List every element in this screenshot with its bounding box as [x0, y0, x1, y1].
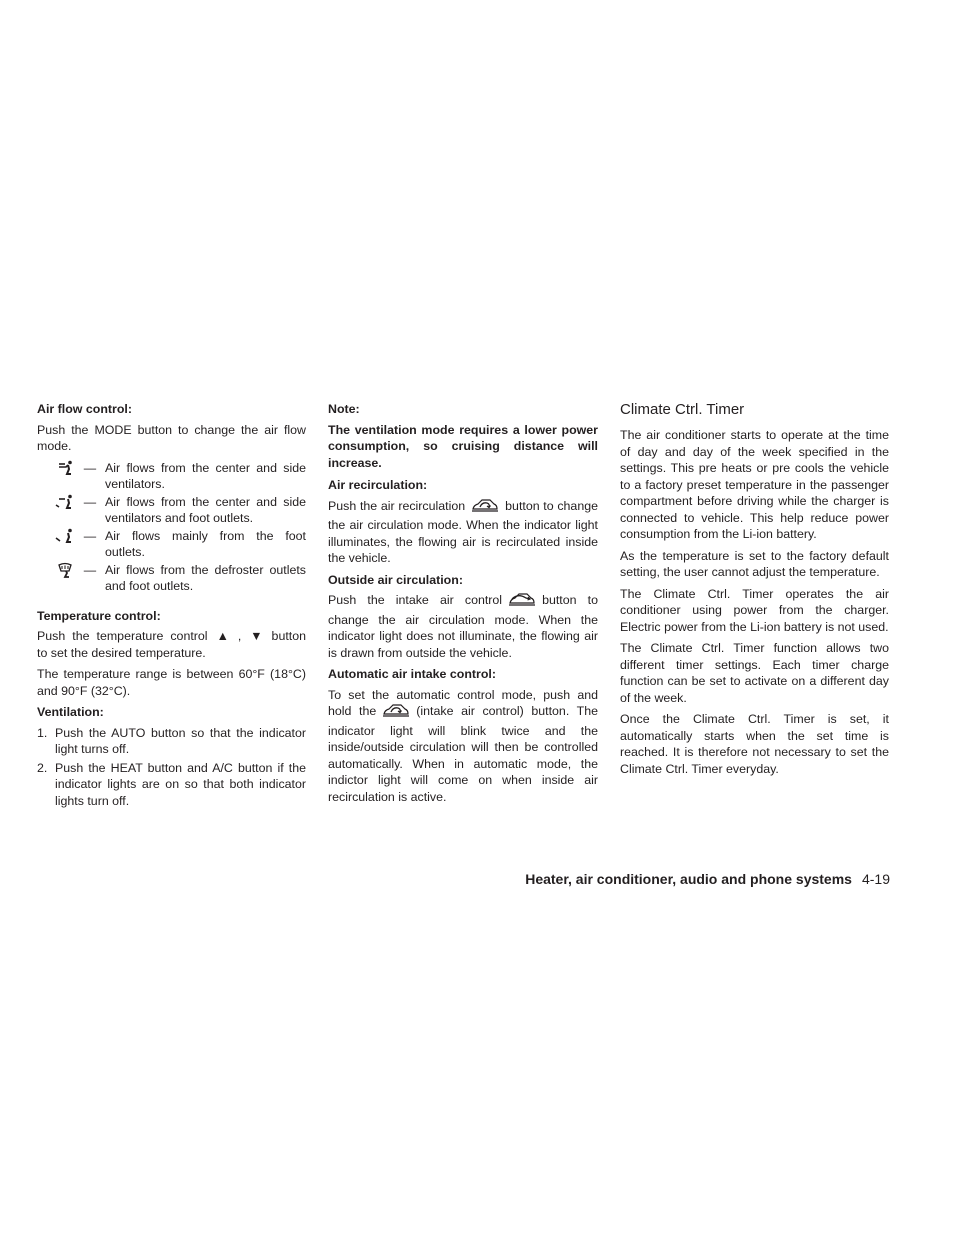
- left-column: [37, 401, 306, 811]
- dash: —: [83, 460, 97, 475]
- temperature-text-end: button to set the desired temperature.: [37, 629, 306, 660]
- note-body: The ventilation mode requires a lower power consumption, so cruising distance will increase.: [328, 422, 598, 470]
- recirculation-icon: [471, 498, 499, 518]
- defrost-foot-mode-icon: [37, 562, 75, 579]
- ventilation-heading: Ventilation:: [37, 705, 104, 719]
- right-column: [620, 401, 889, 782]
- timer-paragraph: Once the Climate Ctrl. Timer is set, it automatically starts when the set time is reached. It is therefore not necessary to set the Climate Ctrl. Timer everyday.: [620, 712, 889, 776]
- recirc-text-start: Push the air recirculation: [328, 498, 466, 513]
- outside-text-start: Push the intake air control: [328, 593, 503, 607]
- auto-intake-heading: Automatic air intake control:: [328, 667, 496, 681]
- temperature-range: The temperature range is between 60°F (18°C) and 90°F (32°C).: [37, 667, 306, 698]
- temperature-heading: Temperature control:: [37, 608, 161, 623]
- recirc-text: [328, 498, 598, 567]
- middle-column: [328, 401, 598, 810]
- step-text: Push the HEAT button and A/C button if the indicator lights are on so that both indicator lights turn off.: [55, 760, 306, 808]
- temperature-instructions: [37, 628, 306, 661]
- timer-paragraph: As the temperature is set to the factory default setting, the user cannot adjust the temperature.: [620, 548, 889, 579]
- note-heading: Note:: [328, 402, 360, 416]
- down-arrow-icon: ▼: [250, 629, 263, 643]
- up-arrow-icon: ▲: [216, 629, 229, 643]
- step-number: 2.: [37, 760, 48, 775]
- temperature-text-start: Push the temperature control: [37, 629, 208, 643]
- dash: —: [83, 494, 97, 509]
- footer-chapter-title: Heater, air conditioner, audio and phone systems: [525, 871, 852, 887]
- airflow-intro: Push the MODE button to change the air flow mode.: [37, 422, 306, 453]
- fresh-air-icon: [508, 592, 536, 612]
- bilevel-mode-icon: [37, 494, 75, 511]
- list-item: [37, 725, 306, 758]
- auto-intake-text-start: To set the automatic control mode, push and hold the: [328, 687, 598, 718]
- recirc-heading: Air recirculation:: [328, 478, 428, 492]
- mode-text-vent: Air flows from the center and side ventilators.: [105, 460, 306, 491]
- mode-text-bilevel: Air flows from the center and side ventilators and foot outlets.: [105, 494, 306, 525]
- foot-mode-icon: [37, 528, 75, 545]
- airflow-heading: Air flow control:: [37, 402, 132, 416]
- auto-intake-text: [328, 687, 598, 806]
- dash: —: [83, 562, 97, 577]
- timer-paragraph: The air conditioner starts to operate at the time of day and day of the week specified in the settings. This pre heats or pre cools the vehicle to a factory preset temperature in the passenger compartment before driving while the charger is connected to vehicle. This help reduce power consumption from the Li-ion battery.: [620, 428, 889, 541]
- outside-text-end: button to change the air circulation mode. When the indicator light does not illuminate, the flowing air is drawn from outside the vehicle.: [328, 593, 598, 660]
- outside-heading: Outside air circulation:: [328, 572, 463, 587]
- mode-text-defrost-foot: Air flows from the defroster outlets and foot outlets.: [105, 562, 306, 593]
- page-footer: [525, 871, 890, 888]
- mode-row-defrost-foot: [37, 562, 306, 595]
- outside-text: [328, 592, 598, 661]
- mode-row-foot: [37, 528, 306, 561]
- comma: ,: [237, 629, 242, 643]
- step-number: 1.: [37, 725, 48, 740]
- mode-row-bilevel: [37, 494, 306, 527]
- mode-row-vent: [37, 460, 306, 493]
- page-number: 4-19: [861, 871, 890, 887]
- timer-paragraph: The Climate Ctrl. Timer function allows two different timer settings. Each timer charge function can be set to activate on a different day of the week.: [620, 641, 889, 705]
- step-text: Push the AUTO button so that the indicator light turns off.: [55, 725, 306, 756]
- ventilation-steps: [37, 725, 306, 810]
- intake-air-control-icon: [382, 703, 410, 723]
- auto-intake-text-end: (intake air control) button. The indicator light will blink twice and the inside/outside circulation will then be controlled automatically. When in automatic mode, the indictor light will come on when inside air recirculation is active.: [328, 704, 598, 804]
- timer-paragraph: The Climate Ctrl. Timer operates the air conditioner using power from the charger. Electric power from the Li-ion battery is not used.: [620, 586, 889, 634]
- section-title: Climate Ctrl. Timer: [620, 401, 745, 418]
- vent-mode-icon: [37, 460, 75, 477]
- mode-text-foot: Air flows mainly from the foot outlets.: [105, 528, 306, 559]
- dash: —: [83, 528, 97, 543]
- recirc-text-end: button to change the air circulation mode. When the indicator light illuminates, the flowing air is recirculated inside the vehicle.: [328, 498, 598, 565]
- list-item: [37, 760, 306, 810]
